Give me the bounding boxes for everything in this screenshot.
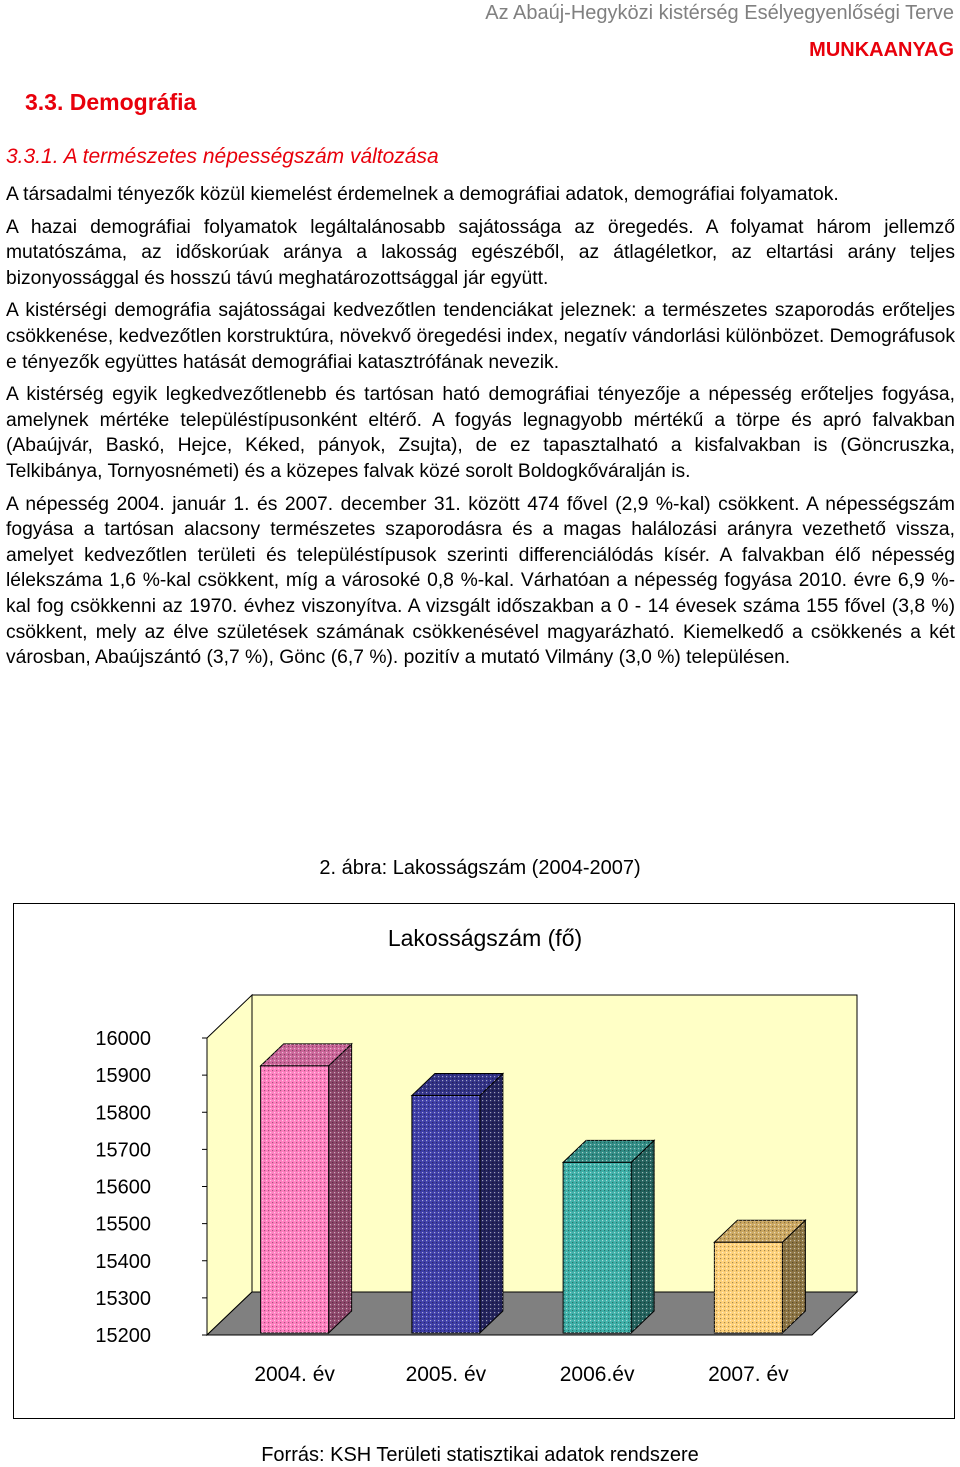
x-tick-label: 2005. év — [405, 1363, 487, 1386]
paragraph: A kistérségi demográfia sajátosságai kedvezőtlen tendenciákat jeleznek: a természetes szaporodás erőteljes csökkenése, kedvezőtlen korstruktúra, növekvő öregedési index, negatív vándorlási különbözet. Demográfusok e tényezők együttes hatását demográfiai katasztrófának nevezik. — [6, 300, 955, 373]
document-title: Az Abaúj-Hegyközi kistérség Esélyegyenlőségi Terve — [485, 2, 954, 24]
chart-bar — [412, 1074, 503, 1333]
x-tick-label: 2007. év — [708, 1363, 789, 1386]
paragraph: A népesség 2004. január 1. és 2007. december 31. között 474 fővel (2,9 %-kal) csökkent. A népességszám fogyása a tartósan alacsony természetes szaporodásra és a magas halálozási arányra vezethető vissza, amelyet kedvezőtlen területi és településtípusok szerinti differenciálódás kísér. A falvakban élő népesség lélekszáma 1,6 %-kal csökkent, míg a városoké 0,8 %-kal. Várhatóan a népesség fogyása 2010. évre 6,9 %-kal fog csökkenni az 1970. évhez viszonyítva. A vizsgált időszakban a 0 - 14 évesek száma 155 fővel (3,8 %) csökkent, mely az élve születések számának csökkenésével magyarázható. Kiemelkedő a csökkenés a két városban, Abaújszántó (3,7 %), Gönc (6,7 %). pozitív a mutató Vilmány (3,0 %) településen. — [6, 493, 955, 669]
chart-bar-texture — [714, 1242, 782, 1333]
chart-side-wall — [207, 995, 252, 1335]
source-note: Forrás: KSH Területi statisztikai adatok rendszere — [261, 1444, 699, 1466]
paragraph: A társadalmi tényezők közül kiemelést érdemelnek a demográfiai adatok, demográfiai folyamatok. — [6, 184, 839, 205]
y-tick-label: 15700 — [95, 1139, 151, 1162]
chart-bar-texture — [261, 1066, 329, 1333]
section-heading: 3.3. Demográfia — [25, 89, 197, 115]
section-subheading: 3.3.1. A természetes népességszám változása — [6, 145, 439, 168]
x-tick-label: 2006.év — [559, 1363, 635, 1386]
draft-label: MUNKAANYAG — [809, 39, 954, 61]
chart-bar-texture — [631, 1140, 654, 1333]
y-tick-label: 15500 — [95, 1213, 151, 1236]
chart-bar — [261, 1044, 352, 1333]
y-tick-label: 15300 — [95, 1287, 151, 1310]
x-tick-label: 2004. év — [254, 1363, 335, 1386]
y-tick-label: 15200 — [95, 1325, 151, 1347]
y-tick-label: 15400 — [95, 1250, 151, 1273]
chart-bar-texture — [563, 1162, 631, 1333]
chart-bar-texture — [412, 1096, 480, 1333]
chart-canvas — [14, 904, 956, 1420]
paragraph: A hazai demográfiai folyamatok legáltalánosabb sajátossága az öregedés. A folyamat három jellemző mutatószáma, az időskorúak aránya a lakosság egészéből, az átlagéletkor, az eltartási arány teljes bizonyossággal és hosszú távú meghatározottsággal jár együtt. — [6, 216, 955, 289]
y-tick-label: 15900 — [95, 1065, 151, 1088]
y-tick-label: 16000 — [95, 1028, 151, 1050]
chart-title: Lakosságszám (fő) — [387, 925, 583, 951]
paragraph: A kistérség egyik legkedvezőtlenebb és tartósan ható demográfiai tényezője a népesség erőteljes fogyása, amelynek mértéke településtípusonként eltérő. A fogyás legnagyobb mértékű a törpe és apró falvakban (Abaújvár, Baskó, Hejce, Kéked, pányok, Zsujta), de ez tapasztalható a kisfalvakban is (Göncruszka, Telkibánya, Tornyosnémeti) és a közepes falvak közé sorolt Boldogkőváralján is. — [6, 384, 955, 482]
y-tick-label: 15600 — [95, 1176, 151, 1199]
chart-bar — [563, 1140, 654, 1333]
population-chart — [13, 903, 955, 1419]
chart-bar-texture — [480, 1074, 503, 1333]
y-tick-label: 15800 — [95, 1102, 151, 1125]
body-text — [6, 182, 955, 678]
chart-bar — [714, 1220, 805, 1333]
figure-caption: 2. ábra: Lakosságszám (2004-2007) — [319, 857, 641, 879]
chart-bar-texture — [329, 1044, 352, 1333]
